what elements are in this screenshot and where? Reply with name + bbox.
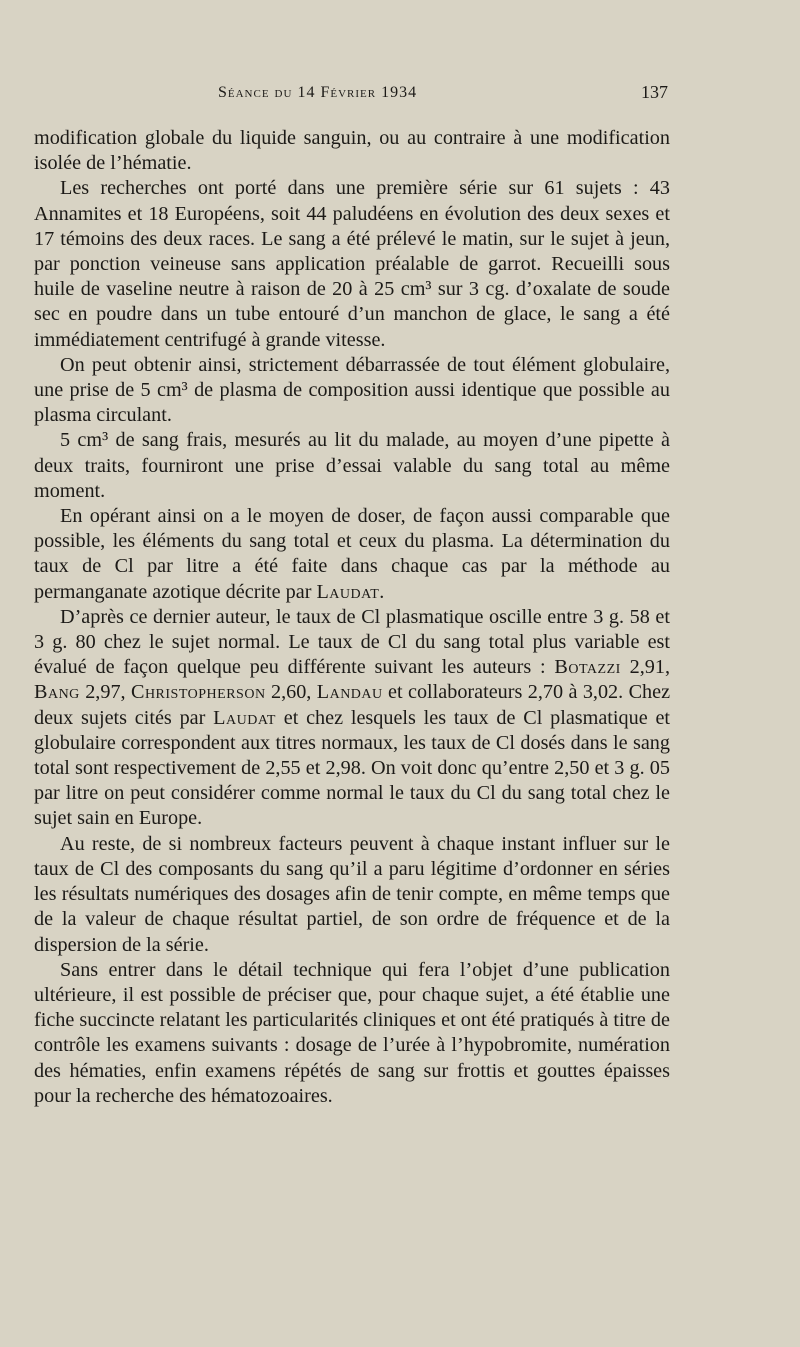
value-text: 2,91, [629,656,670,679]
page-number: 137 [641,82,668,102]
paragraph-8: Sans entrer dans le détail technique qui fera l’objet d’une publication ultérieure, il est possible de préciser que, pour chaque sujet, a été établie une fiche succincte relatant les particularités cliniques et ont été pratiqués à titre de contrôle les examens suivants : dosage de l’urée à l’hypobromite, numération des hématies, enfin examens répétés de sang sur frottis et gouttes épaisses pour la recherche des hématozoaires. [34,958,670,1107]
page-header [0,80,800,110]
paragraph-7: Au reste, de si nombreux facteurs peuvent à chaque instant influer sur le taux de Cl des composants du sang qu’il a paru légitime d’ordonner en séries les résultats numériques des dosages afin de tenir compte, en même temps que de la valeur de chaque résultat partiel, de son ordre de fréquence et de la dispersion de la série. [34,832,670,956]
paragraph-5-text: En opérant ainsi on a le moyen de doser, de façon aussi comparable que possible, les éléments du sang total et ceux du plasma. La détermination du taux de Cl par litre a été faite dans chaque cas par la méthode au permanganate azotique décrite par [34,505,670,603]
paragraph-5: En opérant ainsi on a le moyen de doser, de façon aussi comparable que possible, les éléments du sang total et ceux du plasma. La détermination du taux de Cl par litre a été faite dans chaque cas par la méthode au permanganate azotique décrite par Laudat. [34,505,670,603]
paragraph-6 [34,605,670,832]
value-text: 2,60, [270,681,312,704]
value-text: 2,97, [85,681,126,704]
paragraph-6-text: et collaborateurs 2,70 à 3,02. Chez deux sujets cités par [34,681,671,729]
paragraph-4: 5 cm³ de sang frais, mesurés au lit du malade, au moyen d’une pipette à deux traits, fourniront une prise d’essai valable du sang total au même moment. [34,429,670,502]
paragraph-2: Les recherches ont porté dans une première série sur 61 sujets : 43 Annamites et 18 Européens, soit 44 paludéens en évolution des deux sexes et 17 témoins des deux races. Le sang a été prélevé le matin, sur le sujet à jeun, par ponction veineuse sans application préalable de garrot. Recueilli sous huile de vaseline neutre à raison de 20 à 25 cm³ sur 3 cg. d’oxalate de soude sec en poudre dans un tube entouré d’un manchon de glace, le sang a été immédiatement centrifugé à grande vitesse. [34,177,670,351]
running-title: Séance du 14 Février 1934 [218,84,418,101]
author-name: Laudat [316,580,380,603]
paragraph-6-text: D’après ce dernier auteur, le taux de Cl plasmatique oscille entre 3 g. 58 et 3 g. 80 chez le sujet normal. Le taux de Cl du sang total plus variable est évalué de façon quelque peu différente suivant les auteurs : [34,605,670,679]
paragraph-1: modification globale du liquide sanguin, ou au contraire à une modification isolée de l’hématie. [34,127,670,175]
author-name: Botazzi [554,656,621,679]
author-name: Landau [316,681,383,704]
body-text [34,126,670,1109]
author-name: Laudat [213,706,276,729]
paragraph-3: On peut obtenir ainsi, strictement débarrassée de tout élément globulaire, une prise de 5 cm³ de plasma de composition aussi identique que possible au plasma circulant. [34,353,670,427]
author-name: Bang [34,681,80,704]
paragraph-6-text: et chez lesquels les taux de Cl plasmatique et globulaire correspondent aux titres normaux, les taux de Cl dosés dans le sang total sont respectivement de 2,55 et 2,98. On voit donc qu’entre 2,50 et 3 g. 05 par litre on peut considérer comme normal le taux du Cl du sang total chez le sujet sain en Europe. [34,706,671,830]
author-name: Christopherson [130,681,266,704]
